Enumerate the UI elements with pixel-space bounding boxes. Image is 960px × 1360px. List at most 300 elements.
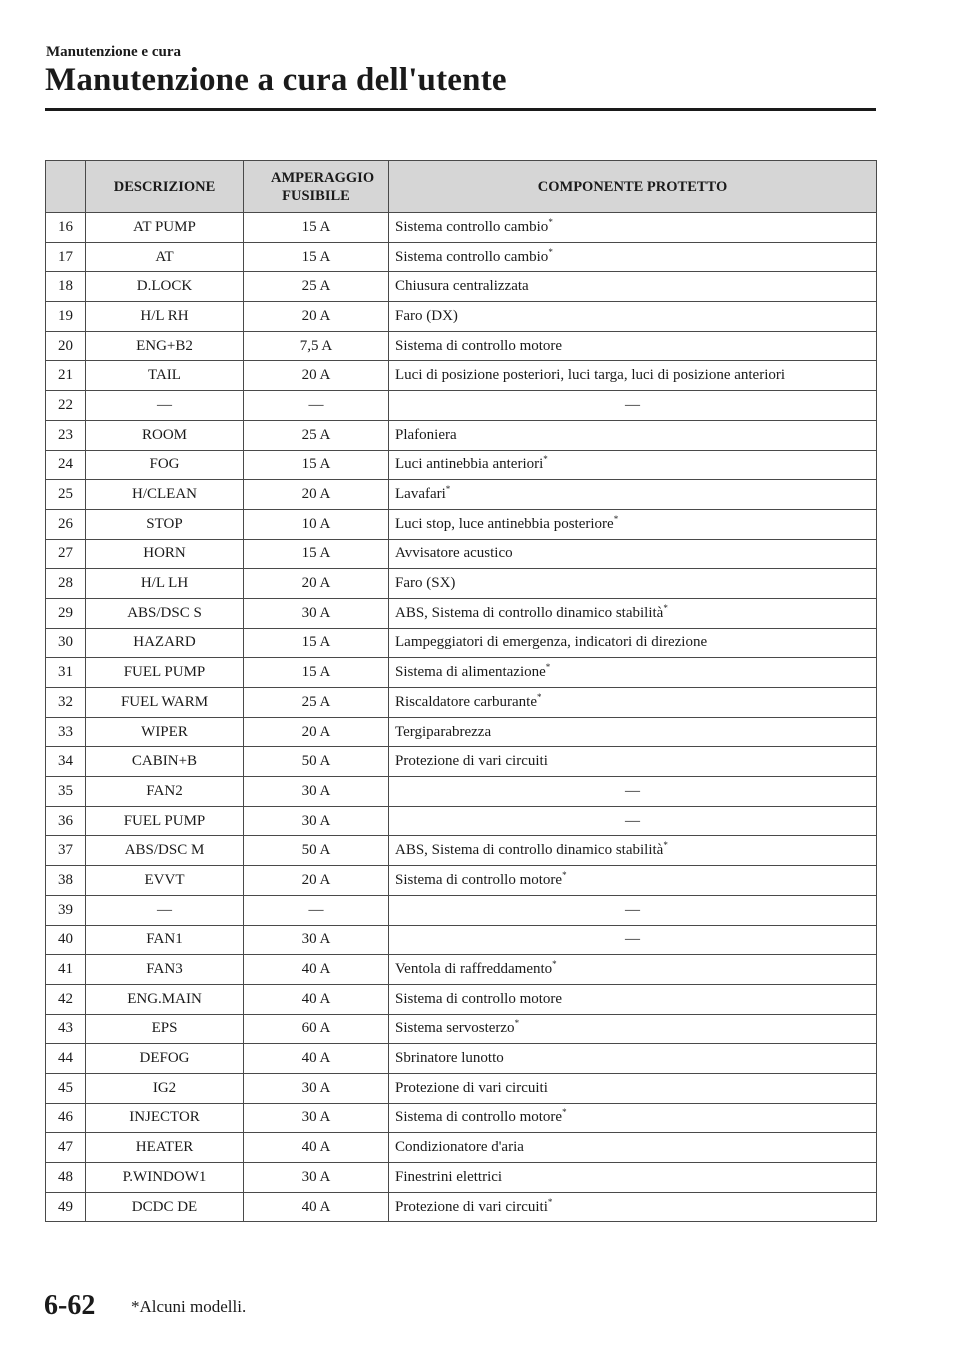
fuse-component (389, 777, 877, 807)
fuse-component (389, 955, 877, 985)
table-row (46, 1163, 877, 1193)
footnote-asterisk: * (562, 1107, 567, 1118)
fuse-description (86, 598, 244, 628)
fuse-description-text: FAN3 (146, 961, 183, 978)
fuse-description-text: D.LOCK (136, 278, 193, 295)
fuse-amperage (244, 1133, 389, 1163)
footnote-asterisk: * (613, 513, 619, 524)
fuse-amperage (244, 272, 389, 302)
fuse-number-text: 32 (58, 693, 73, 710)
fuse-component (389, 1073, 877, 1103)
fuse-amperage-text: 30 A (301, 604, 331, 621)
fuse-description-text: — (157, 396, 172, 413)
fuse-amperage-text: 50 A (301, 842, 331, 859)
fuse-number (46, 717, 86, 747)
fuse-description (86, 539, 244, 569)
fuse-description (86, 1133, 244, 1163)
fuse-component-text: Condizionatore d'aria (395, 1139, 524, 1156)
footnote-asterisk: * (543, 454, 548, 465)
fuse-amperage-text: 15 A (301, 218, 331, 235)
table-row (46, 509, 877, 539)
fuse-number (46, 984, 86, 1014)
fuse-component (389, 509, 877, 539)
footnote-asterisk: * (445, 484, 451, 495)
footnote-asterisk: * (663, 840, 668, 851)
fuse-component-text: Tergiparabrezza (395, 723, 492, 740)
fuse-number-text: 19 (58, 307, 73, 324)
table-row (46, 331, 877, 361)
fuse-amperage (244, 539, 389, 569)
fuse-number-text: 17 (58, 248, 73, 265)
table-row (46, 1192, 877, 1222)
fuse-description-text: FAN1 (146, 931, 183, 948)
fuse-number (46, 688, 86, 718)
fuse-component (389, 272, 877, 302)
header-description: DESCRIZIONE (86, 161, 244, 213)
fuse-description-text: H/L RH (140, 307, 189, 324)
section-label: Manutenzione e cura (46, 44, 181, 60)
fuse-number (46, 539, 86, 569)
fuse-number-text: 37 (58, 842, 73, 859)
fuse-amperage (244, 1073, 389, 1103)
fuse-amperage (244, 1103, 389, 1133)
fuse-amperage (244, 925, 389, 955)
fuse-description (86, 628, 244, 658)
footnote-asterisk: * (547, 1196, 553, 1207)
fuse-table (45, 160, 877, 1222)
fuse-description (86, 658, 244, 688)
fuse-component (389, 925, 877, 955)
fuse-component-text: ABS, Sistema di controllo dinamico stabilità (395, 842, 664, 859)
fuse-amperage-text: 15 A (301, 456, 331, 473)
fuse-description (86, 213, 244, 243)
fuse-amperage-text: 20 A (301, 367, 331, 384)
fuse-description (86, 806, 244, 836)
fuse-description (86, 391, 244, 421)
fuse-component (389, 242, 877, 272)
fuse-description-text: IG2 (152, 1079, 177, 1096)
header-number (46, 161, 86, 213)
fuse-number (46, 242, 86, 272)
fuse-amperage-text: 40 A (301, 990, 331, 1007)
fuse-number-text: 46 (58, 1109, 73, 1126)
fuse-component (389, 1133, 877, 1163)
fuse-component (389, 1163, 877, 1193)
fuse-number (46, 955, 86, 985)
fuse-number-text: 18 (58, 278, 73, 295)
fuse-description (86, 866, 244, 896)
fuse-number (46, 450, 86, 480)
fuse-amperage-text: — (308, 901, 324, 918)
fuse-number (46, 1192, 86, 1222)
fuse-number-text: 33 (58, 723, 73, 740)
fuse-amperage-text: 40 A (301, 1198, 331, 1215)
fuse-description (86, 509, 244, 539)
fuse-amperage (244, 450, 389, 480)
fuse-description-text: TAIL (148, 367, 181, 384)
table-row (46, 806, 877, 836)
fuse-component-text: Chiusura centralizzata (395, 278, 529, 295)
title-divider (45, 108, 876, 111)
fuse-description (86, 925, 244, 955)
fuse-amperage (244, 717, 389, 747)
fuse-component-text: Sistema di alimentazione (395, 664, 546, 681)
fuse-component-text: Sistema di controllo motore (395, 990, 563, 1007)
fuse-amperage-text: 30 A (301, 1109, 331, 1126)
fuse-component-text: Ventola di raffreddamento (395, 961, 553, 978)
fuse-number-text: 28 (58, 575, 73, 592)
fuse-number-text: 16 (58, 218, 73, 235)
fuse-number-text: 35 (58, 782, 73, 799)
table-row (46, 480, 877, 510)
fuse-number-text: 38 (58, 871, 73, 888)
fuse-component (389, 331, 877, 361)
fuse-description (86, 836, 244, 866)
fuse-component (389, 420, 877, 450)
fuse-component-text: Protezione di vari circuiti (395, 1198, 548, 1215)
fuse-amperage-text: — (308, 396, 324, 413)
fuse-number-text: 36 (58, 812, 73, 829)
fuse-number (46, 302, 86, 332)
fuse-amperage-text: 7,5 A (299, 337, 333, 354)
fuse-component-text: Protezione di vari circuiti (395, 1079, 548, 1096)
table-row (46, 866, 877, 896)
fuse-component (389, 539, 877, 569)
table-row (46, 895, 877, 925)
fuse-component-text: Luci antinebbia anteriori (395, 456, 544, 473)
fuse-number-text: 39 (58, 901, 73, 918)
fuse-amperage-text: 25 A (301, 426, 331, 443)
fuse-component-text: — (625, 812, 640, 829)
fuse-number-text: 26 (58, 515, 73, 532)
fuse-component (389, 480, 877, 510)
table-row (46, 598, 877, 628)
fuse-amperage-text: 20 A (301, 307, 331, 324)
fuse-number (46, 777, 86, 807)
fuse-component-text: Sbrinatore lunotto (395, 1050, 504, 1067)
table-row (46, 777, 877, 807)
fuse-amperage-text: 20 A (301, 871, 331, 888)
fuse-description-text: FAN2 (146, 782, 183, 799)
fuse-component-text: Lavafari (395, 486, 446, 503)
fuse-amperage (244, 658, 389, 688)
fuse-component-text: Sistema di controllo motore (395, 337, 563, 354)
fuse-component-text: Plafoniera (395, 426, 457, 443)
fuse-amperage (244, 1163, 389, 1193)
fuse-component-text: Sistema servosterzo (395, 1020, 515, 1037)
fuse-amperage-text: 20 A (301, 486, 331, 503)
fuse-number (46, 1163, 86, 1193)
fuse-amperage (244, 1014, 389, 1044)
fuse-component-text: Faro (DX) (395, 307, 458, 324)
fuse-number-text: 30 (58, 634, 73, 651)
fuse-component (389, 658, 877, 688)
fuse-description-text: ABS/DSC M (124, 842, 205, 859)
fuse-description-text: HORN (143, 545, 186, 562)
fuse-description (86, 1014, 244, 1044)
fuse-description-text: ROOM (141, 426, 187, 443)
fuse-component (389, 628, 877, 658)
fuse-component (389, 598, 877, 628)
fuse-number (46, 361, 86, 391)
fuse-number-text: 42 (58, 990, 73, 1007)
fuse-description (86, 450, 244, 480)
fuse-number (46, 747, 86, 777)
fuse-amperage (244, 806, 389, 836)
table-row (46, 391, 877, 421)
fuse-number-text: 47 (58, 1139, 73, 1156)
fuse-component (389, 450, 877, 480)
fuse-number (46, 658, 86, 688)
fuse-amperage-text: 10 A (301, 515, 331, 532)
fuse-component-text: Sistema controllo cambio (395, 248, 549, 265)
fuse-amperage-text: 15 A (301, 248, 331, 265)
fuse-amperage-text: 30 A (301, 931, 331, 948)
fuse-component (389, 569, 877, 599)
fuse-description-text: FUEL WARM (120, 693, 209, 710)
table-row (46, 1133, 877, 1163)
table-row (46, 1014, 877, 1044)
fuse-component (389, 688, 877, 718)
fuse-description-text: H/CLEAN (132, 486, 197, 503)
table-row (46, 569, 877, 599)
page-number: 6-62 (44, 1290, 96, 1321)
fuse-description-text: HEATER (135, 1139, 194, 1156)
fuse-number (46, 866, 86, 896)
header-amperage-label: AMPERAGGIO FUSIBILE (271, 169, 375, 204)
fuse-amperage (244, 509, 389, 539)
fuse-amperage (244, 895, 389, 925)
fuse-component (389, 361, 877, 391)
table-header-row (46, 161, 877, 213)
fuse-amperage (244, 420, 389, 450)
fuse-component-text: Luci stop, luce antinebbia posteriore (395, 515, 614, 532)
fuse-component (389, 895, 877, 925)
fuse-component (389, 1014, 877, 1044)
table-row (46, 361, 877, 391)
fuse-number-text: 23 (58, 426, 73, 443)
fuse-amperage (244, 331, 389, 361)
footnote-asterisk: * (552, 959, 557, 970)
fuse-amperage (244, 391, 389, 421)
fuse-component-text: Finestrini elettrici (395, 1168, 503, 1185)
fuse-number (46, 1073, 86, 1103)
fuse-number (46, 420, 86, 450)
fuse-number (46, 895, 86, 925)
fuse-number (46, 480, 86, 510)
fuse-component-text: — (625, 396, 640, 413)
fuse-component (389, 1103, 877, 1133)
fuse-description-text: ENG.MAIN (127, 990, 202, 1007)
fuse-description-text: ENG+B2 (136, 337, 193, 354)
fuse-component (389, 1044, 877, 1074)
fuse-description-text: CABIN+B (131, 753, 198, 770)
fuse-component-text: Faro (SX) (395, 575, 456, 592)
fuse-component (389, 984, 877, 1014)
table-row (46, 1044, 877, 1074)
footnote-asterisk: * (545, 662, 551, 673)
fuse-component-text: Riscaldatore carburante (395, 693, 538, 710)
fuse-component (389, 866, 877, 896)
fuse-amperage (244, 747, 389, 777)
fuse-component-text: Sistema di controllo motore (395, 1109, 563, 1126)
fuse-description (86, 895, 244, 925)
fuse-description (86, 480, 244, 510)
fuse-component-text: Lampeggiatori di emergenza, indicatori di direzione (395, 634, 708, 651)
fuse-amperage (244, 984, 389, 1014)
fuse-number-text: 29 (58, 604, 73, 621)
fuse-component-text: — (625, 931, 640, 948)
fuse-number (46, 628, 86, 658)
fuse-component-text: Protezione di vari circuiti (395, 753, 548, 770)
fuse-amperage (244, 1044, 389, 1074)
fuse-table-body (46, 213, 877, 1222)
table-row (46, 213, 877, 243)
fuse-component-text: Sistema di controllo motore (395, 871, 563, 888)
fuse-amperage-text: 40 A (301, 961, 331, 978)
fuse-description-text: AT (155, 248, 174, 265)
footnote-asterisk: * (562, 869, 567, 880)
fuse-description-text: EPS (151, 1020, 178, 1037)
fuse-number-text: 25 (58, 486, 73, 503)
fuse-description (86, 777, 244, 807)
fuse-number-text: 49 (58, 1198, 73, 1215)
fuse-description-text: FUEL PUMP (123, 812, 206, 829)
table-row (46, 539, 877, 569)
table-row (46, 658, 877, 688)
fuse-number (46, 1133, 86, 1163)
fuse-amperage (244, 688, 389, 718)
fuse-description-text: FOG (149, 456, 180, 473)
fuse-description (86, 1044, 244, 1074)
fuse-number-text: 31 (58, 664, 73, 681)
fuse-amperage (244, 777, 389, 807)
fuse-number-text: 48 (58, 1168, 73, 1185)
fuse-number (46, 331, 86, 361)
fuse-description-text: WIPER (141, 723, 188, 740)
table-row (46, 836, 877, 866)
footnote-asterisk: * (537, 691, 542, 702)
fuse-amperage-text: 25 A (301, 278, 331, 295)
fuse-description-text: AT PUMP (133, 218, 196, 235)
fuse-component (389, 391, 877, 421)
fuse-number-text: 22 (58, 396, 73, 413)
fuse-number-text: 45 (58, 1079, 73, 1096)
fuse-number-text: 44 (58, 1050, 73, 1067)
fuse-amperage-text: 15 A (301, 664, 331, 681)
fuse-amperage-text: 50 A (301, 753, 331, 770)
fuse-component (389, 717, 877, 747)
table-row (46, 955, 877, 985)
fuse-description (86, 1163, 244, 1193)
fuse-number (46, 509, 86, 539)
fuse-number-text: 41 (58, 961, 73, 978)
table-row (46, 1073, 877, 1103)
fuse-description (86, 331, 244, 361)
fuse-amperage (244, 836, 389, 866)
footnote-asterisk: * (548, 216, 553, 227)
fuse-number (46, 836, 86, 866)
fuse-component (389, 213, 877, 243)
fuse-amperage-text: 30 A (301, 1079, 331, 1096)
fuse-amperage (244, 628, 389, 658)
header-component: COMPONENTE PROTETTO (389, 161, 877, 213)
footnote-asterisk: * (514, 1018, 520, 1029)
fuse-description (86, 747, 244, 777)
fuse-amperage (244, 569, 389, 599)
fuse-number (46, 925, 86, 955)
fuse-number (46, 391, 86, 421)
fuse-description-text: HAZARD (133, 634, 196, 651)
fuse-component-text: ABS, Sistema di controllo dinamico stabilità (395, 604, 664, 621)
fuse-description (86, 242, 244, 272)
fuse-number-text: 43 (58, 1020, 73, 1037)
table-row (46, 925, 877, 955)
fuse-description (86, 1103, 244, 1133)
fuse-description (86, 955, 244, 985)
table-row (46, 717, 877, 747)
fuse-description (86, 1192, 244, 1222)
fuse-description-text: ABS/DSC S (127, 604, 202, 621)
fuse-number-text: 40 (58, 931, 73, 948)
fuse-number-text: 20 (58, 337, 73, 354)
table-row (46, 272, 877, 302)
fuse-component (389, 836, 877, 866)
fuse-amperage (244, 302, 389, 332)
fuse-component-text: — (625, 901, 640, 918)
fuse-number-text: 34 (58, 753, 73, 770)
table-row (46, 420, 877, 450)
fuse-description (86, 272, 244, 302)
fuse-description-text: — (157, 901, 172, 918)
fuse-amperage-text: 40 A (301, 1139, 331, 1156)
table-row (46, 302, 877, 332)
fuse-number (46, 806, 86, 836)
fuse-component-text: Sistema controllo cambio (395, 218, 549, 235)
fuse-amperage-text: 25 A (301, 693, 331, 710)
fuse-amperage (244, 480, 389, 510)
table-row (46, 450, 877, 480)
page-title: Manutenzione a cura dell'utente (45, 62, 507, 98)
fuse-number (46, 1044, 86, 1074)
fuse-description (86, 302, 244, 332)
fuse-description-text: INJECTOR (129, 1109, 200, 1126)
table-row (46, 242, 877, 272)
fuse-component-text: Avvisatore acustico (395, 545, 513, 562)
fuse-description (86, 420, 244, 450)
footnote-asterisk: * (663, 602, 668, 613)
fuse-amperage-text: 60 A (301, 1020, 331, 1037)
header-amperage (244, 161, 389, 213)
fuse-amperage-text: 40 A (301, 1050, 331, 1067)
fuse-amperage (244, 213, 389, 243)
fuse-number-text: 24 (58, 456, 73, 473)
fuse-amperage-text: 30 A (301, 812, 331, 829)
fuse-number (46, 1014, 86, 1044)
fuse-component (389, 302, 877, 332)
fuse-amperage (244, 242, 389, 272)
fuse-description-text: DEFOG (139, 1050, 190, 1067)
fuse-description-text: STOP (146, 515, 183, 532)
fuse-amperage-text: 15 A (301, 545, 331, 562)
table-row (46, 1103, 877, 1133)
fuse-description-text: H/L LH (140, 575, 189, 592)
fuse-description-text: EVVT (144, 871, 185, 888)
fuse-description-text: P.WINDOW1 (122, 1168, 207, 1185)
fuse-number (46, 213, 86, 243)
fuse-amperage-text: 20 A (301, 723, 331, 740)
fuse-description (86, 984, 244, 1014)
